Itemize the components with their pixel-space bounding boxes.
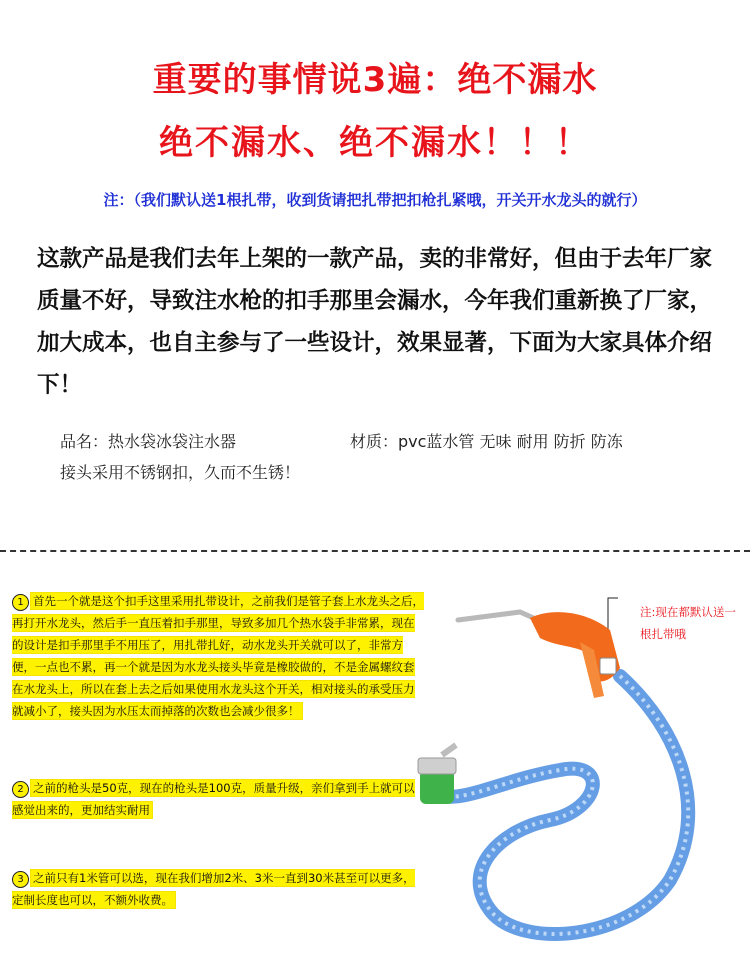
feature-3-number: 3 [12,871,29,888]
feature-1 [12,590,424,722]
feature-2-number: 2 [12,781,29,798]
hose [435,676,688,934]
tap-connector-ring [418,758,456,774]
product-image [380,580,750,960]
intro-paragraph: 这款产品是我们去年上架的一款产品，卖的非常好，但由于去年厂家质量不好，导致注水枪的扣手那里会漏水，今年我们重新换了厂家，加大成本，也自主参与了一些设计，效果显著，下面为大家具体介绍下！ [37,246,713,398]
spec-joint: 接头采用不锈钢扣，久而不生锈！ [60,463,301,482]
tap-connector-clip [442,745,456,755]
gift-note: 注：（我们默认送1根扎带，收到货请把扎带把扣枪扎紧哦，开关开水龙头的就行） [103,191,647,209]
zip-tie [600,658,616,674]
feature-1-text: 首先一个就是这个扣手这里采用扎带设计，之前我们是管子套上水龙头之后，再打开水龙头，然后手一直压着扣手那里，导致多加几个热水袋手非常累，现在的设计是扣手那里手不用压了，用扎带扎好，动水龙头开关就可以了，非常方便，一点也不累，再一个就是因为水龙头接头毕竟是橡胶做的，不是金属螺纹套在水龙头上，所以在套上去之后如果使用水龙头这个开关，相对接头的承受压力就减小了，接头因为水压太而掉落的次数也会减少很多！ [12,594,424,718]
dashed-divider [0,550,750,552]
spec-material: 材质：pvc蓝水管 无味 耐用 防折 防冻 [350,432,623,451]
gun-spout [458,612,538,620]
feature-2-text: 之前的枪头是50克，现在的枪头是100克，质量升级，亲们拿到手上就可以感觉出来的，更加结实耐用 [12,781,415,817]
feature-3 [12,867,416,911]
spec-product-name: 品名：热水袋冰袋注水器 [60,432,237,451]
headline-line2: 绝不漏水、绝不漏水！！！ [159,123,591,163]
headline-line1: 重要的事情说3遍：绝不漏水 [152,60,598,100]
feature-3-text: 之前只有1米管可以选，现在我们增加2米、3米一直到30米甚至可以更多，定制长度也可以，不额外收费。 [12,871,415,907]
tap-connector [420,770,454,804]
side-note: 注:现在都默认送一根扎带哦 [640,605,736,641]
feature-2 [12,777,422,821]
feature-1-number: 1 [12,594,29,611]
